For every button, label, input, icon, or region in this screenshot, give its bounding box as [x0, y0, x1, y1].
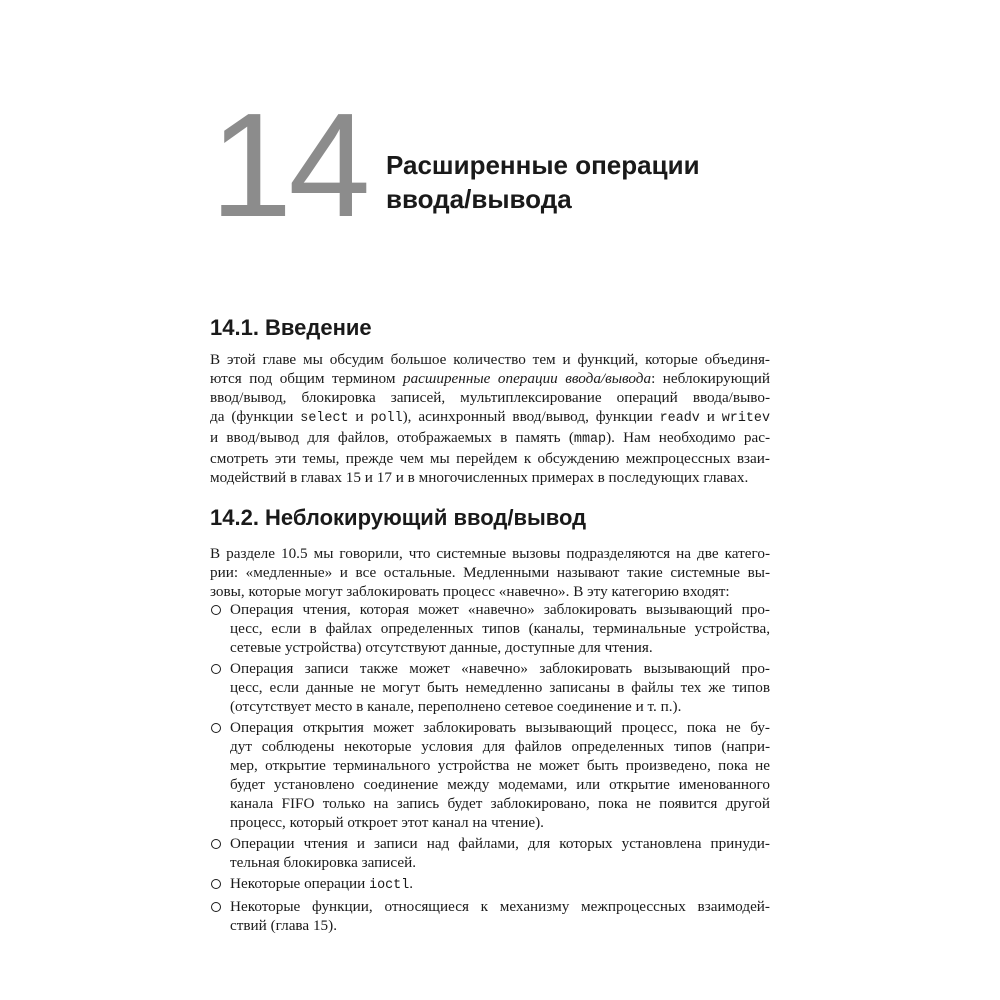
chapter-number: 14	[210, 83, 367, 248]
section2-intro-paragraph	[210, 544, 770, 601]
text-line: В разделе 10.5 мы говорили, что системные вызовы подразделяются на две катего-	[210, 545, 770, 562]
text-line: модействий в главах 15 и 17 и в многочисленных примерах в последующих главах.	[210, 469, 749, 486]
text-line: рии: «медленные» и все остальные. Медленными называют такие системные вы-	[210, 564, 770, 581]
text-line: Операция чтения, которая может «навечно» заблокировать вызывающий про-	[230, 601, 770, 618]
text-line: ются под общим термином расширенные операции ввода/вывода: неблокирующий	[210, 370, 770, 387]
text-line: В этой главе мы обсудим большое количество тем и функций, которые объединя-	[210, 351, 770, 368]
code-readv: readv	[659, 411, 700, 426]
text-line: будет установлено соединение между модемами, или открытие именованного	[230, 776, 770, 793]
list-item	[210, 600, 770, 657]
text-line: цесс, если данные не могут быть немедленно записаны в файлы тех же типов	[230, 679, 770, 696]
text-line: ввод/вывод, блокировка записей, мультиплексирование операций ввода/выво-	[210, 389, 770, 406]
text-line: сетевые устройства) отсутствуют данные, доступные для чтения.	[230, 639, 653, 656]
circle-bullet-icon	[211, 879, 221, 889]
text-line: Операции чтения и записи над файлами, для которых установлена принуди-	[230, 835, 770, 852]
text-line: тельная блокировка записей.	[230, 854, 416, 871]
intro-paragraph	[210, 350, 770, 487]
circle-bullet-icon	[211, 839, 221, 849]
text-line: да (функции select и poll), асинхронный ввод/вывод, функции readv и writev	[210, 408, 770, 426]
text-line: дут соблюдены некоторые условия для файлов определенных типов (напри-	[230, 738, 770, 755]
text-line: Операция записи также может «навечно» заблокировать вызывающий про-	[230, 660, 770, 677]
text-line: Некоторые операции ioctl.	[230, 875, 414, 893]
text-line: процесс, который откроет этот канал на чтение).	[230, 814, 544, 831]
text-line: (отсутствует место в канале, переполнено сетевое соединение и т. п.).	[230, 698, 682, 715]
text-line: цесс, если в файлах определенных типов (каналы, терминальные устройства,	[230, 620, 770, 637]
list-item	[210, 834, 770, 872]
list-item	[210, 874, 770, 895]
chapter-title	[386, 148, 776, 216]
term-emphasis: расширенные операции ввода/вывода	[402, 370, 652, 387]
circle-bullet-icon	[211, 605, 221, 615]
code-writev: writev	[721, 411, 770, 426]
text-line: ствий (глава 15).	[230, 917, 337, 934]
chapter-title-line: ввода/вывода	[386, 184, 572, 214]
code-select: select	[300, 411, 349, 426]
code-ioctl: ioctl	[369, 878, 410, 893]
text-line: и ввод/вывод для файлов, отображаемых в память (mmap). Нам необходимо рас-	[210, 429, 770, 447]
circle-bullet-icon	[211, 723, 221, 733]
bullet-list	[210, 600, 770, 937]
list-item	[210, 897, 770, 935]
section-heading-intro: 14.1. Введение	[210, 315, 372, 340]
text-line: зовы, которые могут заблокировать процесс «навечно». В эту категорию входят:	[210, 583, 730, 600]
circle-bullet-icon	[211, 664, 221, 674]
list-item	[210, 718, 770, 832]
chapter-title-line: Расширенные операции	[386, 150, 700, 180]
text-line: канала FIFO только на запись будет заблокировано, пока не появится другой	[230, 795, 770, 812]
code-poll: poll	[370, 411, 403, 426]
text-line: смотреть эти темы, прежде чем мы перейдем к обсуждению межпроцессных взаи-	[210, 450, 770, 467]
text-line: Операция открытия может заблокировать вызывающий процесс, пока не бу-	[230, 719, 770, 736]
list-item	[210, 659, 770, 716]
text-line: Некоторые функции, относящиеся к механизму межпроцессных взаимодей-	[230, 898, 770, 915]
code-mmap: mmap	[573, 432, 607, 447]
circle-bullet-icon	[211, 902, 221, 912]
section-heading-nonblocking: 14.2. Неблокирующий ввод/вывод	[210, 505, 587, 530]
text-line: мер, открытие терминального устройства не может быть произведено, пока не	[230, 757, 770, 774]
